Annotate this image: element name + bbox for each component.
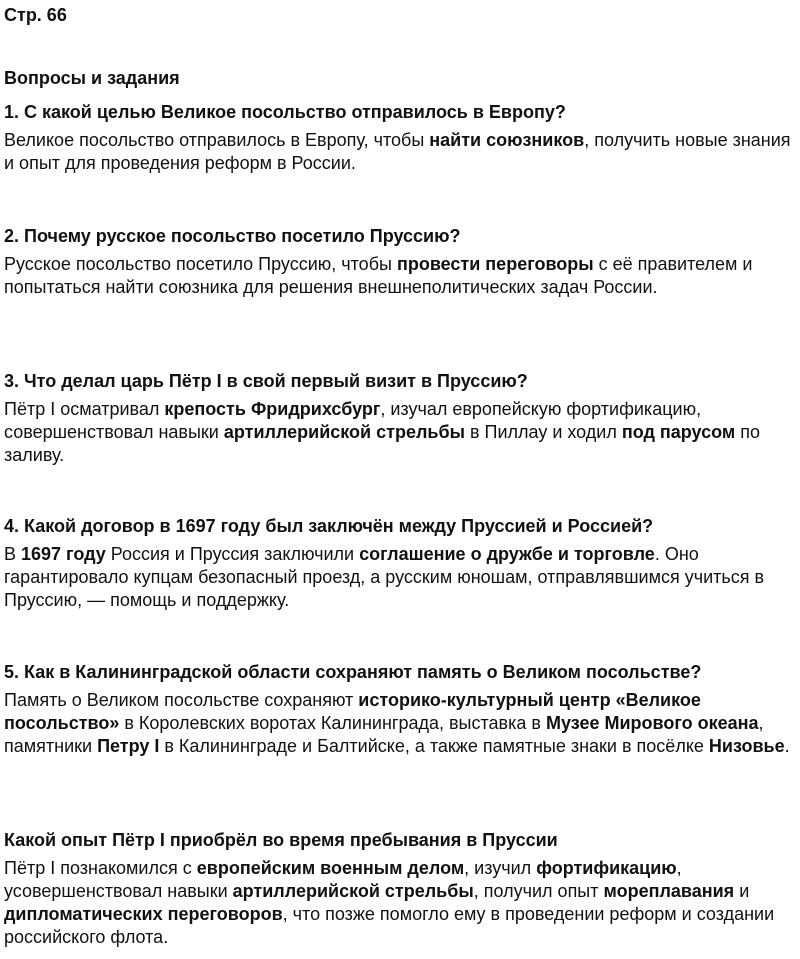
answer-text: по заливу. <box>4 422 760 465</box>
answer-bold-text: крепость Фридрихсбург <box>164 399 381 419</box>
answer-text: , изучал европейскую фортификацию, совершенствовал навыки <box>4 399 702 442</box>
answer-bold-text: артиллерийской стрельбы <box>223 422 465 442</box>
answer-bold-text: 1697 году <box>21 544 106 564</box>
answer-text: В <box>4 544 22 564</box>
answer-bold-text: артиллерийской стрельбы <box>232 881 474 901</box>
answer-text: с её правителем и попытаться найти союзника для решения внешнеполитических задач России. <box>4 254 753 297</box>
qa-block-4 <box>4 516 796 612</box>
answer-bold-text: мореплавания <box>603 881 735 901</box>
question-3: 3. Что делал царь Пётр I в свой первый визит в Пруссию? <box>4 371 528 391</box>
page-label: Стр. 66 <box>4 5 67 25</box>
answer-bold-text: Низовье <box>708 736 785 756</box>
answer-2 <box>4 253 796 299</box>
answer-5 <box>4 689 796 758</box>
answer-text: , получил опыт <box>473 881 604 901</box>
answer-bold-text: Петру I <box>97 736 160 756</box>
answer-text: , получить новые знания и опыт для проведения реформ в России. <box>4 130 791 173</box>
answer-bold-text: провести переговоры <box>396 254 594 274</box>
section-title: Вопросы и задания <box>4 68 180 88</box>
answer-text: в Калининграде и Балтийске, а также памятные знаки в посёлке <box>159 736 709 756</box>
answer-text: Великое посольство отправилось в Европу, чтобы <box>4 130 430 150</box>
answer-bold-text: историко-культурный центр «Великое посольство» <box>4 690 701 733</box>
answer-3 <box>4 398 796 467</box>
answer-6 <box>4 857 796 949</box>
qa-block-2 <box>4 226 796 299</box>
answer-text: Пётр I познакомился с <box>4 858 197 878</box>
qa-block-1 <box>4 102 796 175</box>
answer-text: . <box>784 736 790 756</box>
answer-text: в Пиллау и ходил <box>464 422 622 442</box>
answer-bold-text: под парусом <box>621 422 736 442</box>
question-1: 1. С какой целью Великое посольство отправилось в Европу? <box>4 102 566 122</box>
question-5: 5. Как в Калининградской области сохраняют память о Великом посольстве? <box>4 662 702 682</box>
answer-text: в Королевских воротах Калининграда, выставка в <box>119 713 546 733</box>
answer-1 <box>4 129 796 175</box>
answer-text: Русское посольство посетило Пруссию, чтобы <box>4 254 397 274</box>
answer-bold-text: европейским военным делом <box>196 858 465 878</box>
qa-block-3 <box>4 371 796 467</box>
answer-bold-text: соглашение о дружбе и торговле <box>359 544 655 564</box>
answer-text: Россия и Пруссия заключили <box>105 544 360 564</box>
question-2: 2. Почему русское посольство посетило Пруссию? <box>4 226 461 246</box>
answer-bold-text: Музее Мирового океана <box>545 713 759 733</box>
answer-text: , памятники <box>4 713 764 756</box>
question-6: Какой опыт Пётр I приобрёл во время пребывания в Пруссии <box>4 830 558 850</box>
qa-block-6 <box>4 830 796 949</box>
answer-text: , изучил <box>464 858 537 878</box>
question-4: 4. Какой договор в 1697 году был заключён между Пруссией и Россией? <box>4 516 654 536</box>
answer-text: . Оно гарантировало купцам безопасный проезд, а русским юношам, отправлявшимся учиться в Пруссию, — помощь и поддержку. <box>4 544 765 610</box>
answer-bold-text: найти союзников <box>429 130 585 150</box>
answer-text: Пётр I осматривал <box>4 399 165 419</box>
qa-block-5 <box>4 662 796 758</box>
answer-text: , что позже помогло ему в проведении реформ и создании российского флота. <box>4 904 775 947</box>
answer-text: Память о Великом посольстве сохраняют <box>4 690 359 710</box>
answer-4 <box>4 543 796 612</box>
answer-text: и <box>734 881 750 901</box>
answer-bold-text: фортификацию <box>536 858 677 878</box>
answer-bold-text: дипломатических переговоров <box>4 904 283 924</box>
answer-text: , усовершенствовал навыки <box>4 858 682 901</box>
